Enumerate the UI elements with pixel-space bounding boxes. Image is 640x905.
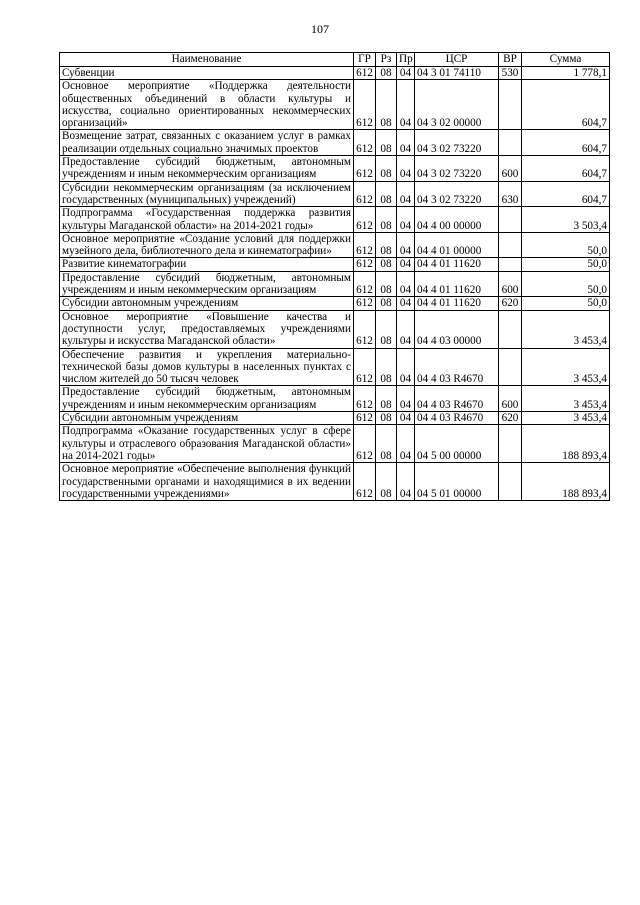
row-sum: 604,7	[522, 156, 610, 182]
table-row	[60, 348, 610, 386]
row-sum: 3 503,4	[522, 207, 610, 233]
column-header-vr: ВР	[499, 53, 522, 67]
row-vr	[499, 425, 522, 463]
table-row	[60, 271, 610, 297]
row-rz: 08	[376, 130, 397, 156]
row-rz: 08	[376, 67, 397, 80]
row-csr: 04 3 01 74110	[415, 67, 499, 80]
row-csr: 04 4 01 11620	[415, 297, 499, 310]
table-row	[60, 258, 610, 271]
row-pr: 04	[397, 130, 415, 156]
table-header-row	[60, 53, 610, 67]
row-vr	[499, 310, 522, 348]
row-gr: 612	[354, 80, 376, 130]
row-gr: 612	[354, 130, 376, 156]
row-name: Предоставление субсидий бюджетным, автономным учреждениям и иным некоммерческим организациям	[60, 271, 354, 297]
table-row	[60, 130, 610, 156]
row-gr: 612	[354, 207, 376, 233]
row-sum: 50,0	[522, 232, 610, 258]
row-name: Основное мероприятие «Обеспечение выполнения функций государственными органами и находящимися в их ведении государственными учреждениями»	[60, 463, 354, 501]
row-sum: 188 893,4	[522, 425, 610, 463]
table-row	[60, 412, 610, 425]
column-header-rz: Рз	[376, 53, 397, 67]
row-pr: 04	[397, 310, 415, 348]
row-vr: 600	[499, 156, 522, 182]
row-pr: 04	[397, 207, 415, 233]
row-vr: 620	[499, 412, 522, 425]
row-name: Основное мероприятие «Создание условий для поддержки музейного дела, библиотечного дела и кинематографии»	[60, 232, 354, 258]
row-vr	[499, 463, 522, 501]
row-gr: 612	[354, 348, 376, 386]
column-header-gr: ГР	[354, 53, 376, 67]
row-gr: 612	[354, 271, 376, 297]
row-sum: 1 778,1	[522, 67, 610, 80]
row-rz: 08	[376, 258, 397, 271]
row-gr: 612	[354, 67, 376, 80]
row-rz: 08	[376, 425, 397, 463]
row-csr: 04 4 03 R4670	[415, 348, 499, 386]
row-pr: 04	[397, 386, 415, 412]
row-rz: 08	[376, 271, 397, 297]
row-gr: 612	[354, 156, 376, 182]
row-rz: 08	[376, 297, 397, 310]
row-rz: 08	[376, 310, 397, 348]
column-header-csr: ЦСР	[415, 53, 499, 67]
table-row	[60, 232, 610, 258]
row-pr: 04	[397, 348, 415, 386]
row-pr: 04	[397, 412, 415, 425]
row-csr: 04 4 03 R4670	[415, 386, 499, 412]
row-vr	[499, 130, 522, 156]
row-gr: 612	[354, 463, 376, 501]
row-gr: 612	[354, 310, 376, 348]
budget-table	[59, 52, 610, 501]
row-gr: 612	[354, 386, 376, 412]
row-rz: 08	[376, 348, 397, 386]
row-sum: 604,7	[522, 130, 610, 156]
row-name: Основное мероприятие «Повышение качества и доступности услуг, предоставляемых учреждениями культуры и искусства Магаданской области»	[60, 310, 354, 348]
row-sum: 3 453,4	[522, 348, 610, 386]
row-sum: 50,0	[522, 258, 610, 271]
table-row	[60, 156, 610, 182]
row-sum: 50,0	[522, 297, 610, 310]
row-vr	[499, 258, 522, 271]
row-csr: 04 3 02 73220	[415, 181, 499, 207]
row-sum: 604,7	[522, 80, 610, 130]
table-row	[60, 80, 610, 130]
row-name: Субвенции	[60, 67, 354, 80]
row-gr: 612	[354, 232, 376, 258]
row-gr: 612	[354, 412, 376, 425]
row-csr: 04 4 01 00000	[415, 232, 499, 258]
table-row	[60, 386, 610, 412]
row-name: Субсидии автономным учреждениям	[60, 412, 354, 425]
row-gr: 612	[354, 258, 376, 271]
row-name: Основное мероприятие «Поддержка деятельности общественных объединений в области культуры и искусства, социально ориентированных некоммерческих организаций»	[60, 80, 354, 130]
row-vr	[499, 348, 522, 386]
row-pr: 04	[397, 463, 415, 501]
row-vr: 600	[499, 386, 522, 412]
row-csr: 04 5 00 00000	[415, 425, 499, 463]
row-gr: 612	[354, 425, 376, 463]
row-vr: 600	[499, 271, 522, 297]
row-pr: 04	[397, 271, 415, 297]
row-csr: 04 5 01 00000	[415, 463, 499, 501]
row-vr: 620	[499, 297, 522, 310]
row-rz: 08	[376, 232, 397, 258]
row-vr	[499, 232, 522, 258]
row-pr: 04	[397, 232, 415, 258]
table-row	[60, 207, 610, 233]
table-row	[60, 310, 610, 348]
row-csr: 04 4 00 00000	[415, 207, 499, 233]
row-name: Предоставление субсидий бюджетным, автономным учреждениям и иным некоммерческим организациям	[60, 386, 354, 412]
row-sum: 188 893,4	[522, 463, 610, 501]
table-row	[60, 463, 610, 501]
row-pr: 04	[397, 67, 415, 80]
row-csr: 04 3 02 73220	[415, 130, 499, 156]
row-name: Субсидии некоммерческим организациям (за исключением государственных (муниципальных) учреждений)	[60, 181, 354, 207]
row-rz: 08	[376, 412, 397, 425]
row-name: Обеспечение развития и укрепления материально-технической базы домов культуры в населенных пунктах с числом жителей до 50 тысяч человек	[60, 348, 354, 386]
row-sum: 604,7	[522, 181, 610, 207]
row-pr: 04	[397, 258, 415, 271]
row-rz: 08	[376, 207, 397, 233]
table-row	[60, 297, 610, 310]
row-name: Субсидии автономным учреждениям	[60, 297, 354, 310]
row-rz: 08	[376, 386, 397, 412]
column-header-pr: Пр	[397, 53, 415, 67]
row-name: Подпрограмма «Оказание государственных услуг в сфере культуры и отраслевого образования Магаданской области» на 2014-2021 годы»	[60, 425, 354, 463]
table-row	[60, 181, 610, 207]
table-row	[60, 67, 610, 80]
row-sum: 3 453,4	[522, 386, 610, 412]
row-sum: 3 453,4	[522, 412, 610, 425]
row-pr: 04	[397, 297, 415, 310]
row-name: Подпрограмма «Государственная поддержка развития культуры Магаданской области» на 2014-2021 годы»	[60, 207, 354, 233]
row-csr: 04 4 01 11620	[415, 258, 499, 271]
row-vr	[499, 207, 522, 233]
row-rz: 08	[376, 80, 397, 130]
row-pr: 04	[397, 425, 415, 463]
row-rz: 08	[376, 181, 397, 207]
column-header-sum: Сумма	[522, 53, 610, 67]
row-pr: 04	[397, 80, 415, 130]
row-vr: 530	[499, 67, 522, 80]
row-name: Возмещение затрат, связанных с оказанием услуг в рамках реализации отдельных социально значимых проектов	[60, 130, 354, 156]
row-csr: 04 3 02 00000	[415, 80, 499, 130]
row-vr: 630	[499, 181, 522, 207]
row-sum: 3 453,4	[522, 310, 610, 348]
row-vr	[499, 80, 522, 130]
page-number: 107	[311, 22, 329, 36]
row-name: Развитие кинематографии	[60, 258, 354, 271]
row-csr: 04 4 01 11620	[415, 271, 499, 297]
row-sum: 50,0	[522, 271, 610, 297]
column-header-name: Наименование	[60, 53, 354, 67]
row-csr: 04 4 03 R4670	[415, 412, 499, 425]
row-pr: 04	[397, 156, 415, 182]
row-gr: 612	[354, 181, 376, 207]
row-name: Предоставление субсидий бюджетным, автономным учреждениям и иным некоммерческим организациям	[60, 156, 354, 182]
row-gr: 612	[354, 297, 376, 310]
row-rz: 08	[376, 156, 397, 182]
row-csr: 04 4 03 00000	[415, 310, 499, 348]
row-csr: 04 3 02 73220	[415, 156, 499, 182]
row-rz: 08	[376, 463, 397, 501]
row-pr: 04	[397, 181, 415, 207]
table-row	[60, 425, 610, 463]
